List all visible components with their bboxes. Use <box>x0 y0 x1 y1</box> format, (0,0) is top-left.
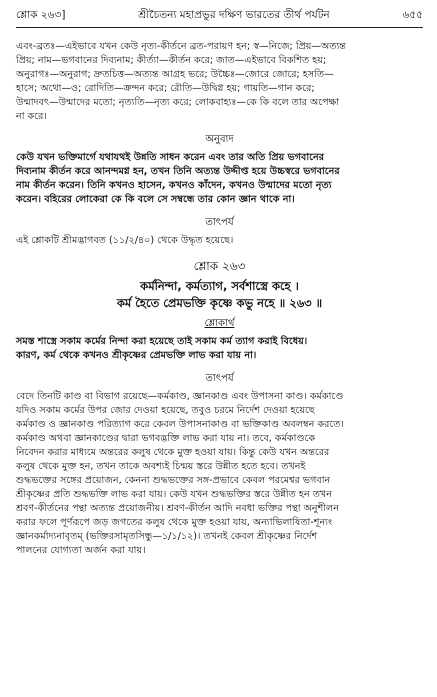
purport-line: এই শ্লোকটি শ্রীমদ্ভাগবত (১১/২/৪০) থেকে উদ্ধৃত হয়েছে। <box>16 235 234 246</box>
purport-line: নিবেদন করার মাধ্যমে অন্তরের কলুষ থেকে মুক্ত হওয়া যায়। কিন্তু কেউ যখন অন্তরের <box>16 447 330 458</box>
running-header <box>16 8 423 28</box>
page-number: ৬৫৫ <box>402 9 423 21</box>
translation-heading: অনুবাদ <box>205 134 234 145</box>
purport-line: যদিও সকাম কর্মের উপর জোর দেওয়া হয়েছে, তবুও চরমে নির্দেশ দেওয়া হয়েছে <box>16 405 315 416</box>
purport-line: কর্মকাণ্ড অথবা জ্ঞানকাণ্ডের দ্বারা ভগবদ্ভক্তি লাভ করা যায় না। তবে, কর্মকাণ্ডকে <box>16 433 316 444</box>
verse-meaning-line: সমস্ত শাস্ত্রে সকাম কর্মের নিন্দা করা হয়েছে তাই সকাম কর্ম ত্যাগ করাই বিধেয়। <box>16 336 308 347</box>
verse-meaning-line: কারণ, কর্ম থেকে কখনও শ্রীকৃষ্ণের প্রেমভক্তি লাভ করা যায় না। <box>16 350 257 361</box>
purport-heading: তাৎপর্য <box>205 373 234 384</box>
gloss-line: উন্মাদবৎ—উন্মাদের মতো; নৃত্যতি—নৃত্য করে; লোকবাহ্যঃ—কে কি বলে তার অপেক্ষা <box>16 97 340 108</box>
translation-line: কেউ যখন ভক্তিমার্গে যথাযথই উন্নতি সাধন করেন এবং তার অতি প্রিয় ভগবানের <box>16 152 325 163</box>
gloss-line: অনুরাগঃ—অনুরাগ; দ্রুতচিত্ত—অত্যন্ত আগ্রহ ভরে; উচ্চৈঃ—জোরে জোরে; হসতি— <box>16 69 334 80</box>
purport-line: জ্ঞানকর্মাদ্যনাবৃতম্ (ভক্তিরসামৃতসিন্ধু—১/১/১২)। তখনই কেবল শ্রীকৃষ্ণের নির্দেশ <box>16 531 318 542</box>
word-gloss <box>16 40 423 124</box>
purport-section-1 <box>16 215 423 248</box>
purport-section-2 <box>16 371 423 558</box>
gloss-line: না করে। <box>16 111 47 122</box>
purport-line: বেদে তিনটি কাণ্ড বা বিভাগ রয়েছে—কর্মকাণ্ড, জ্ঞানকাণ্ড এবং উপাসনা কাণ্ড। কর্মকাণ্ডে <box>16 391 344 402</box>
purport-line: শ্রবণ-কীর্তনের পন্থা অত্যন্ত প্রয়োজনীয়। শ্রবণ-কীর্তন আদি নবধা ভক্তির পন্থা অনুশীলন <box>16 503 339 514</box>
purport-heading: তাৎপর্য <box>205 217 234 228</box>
translation-line: দিব্যনাম কীর্তন করে আনন্দমগ্ন হন, তখন তিনি অত্যন্ত উদ্দীপ্ত হয়ে উচ্চস্বরে ভগবানের <box>16 166 340 177</box>
verse-section <box>16 258 423 312</box>
translation-line: নাম কীর্তন করেন। তিনি কখনও হাসেন, কখনও কাঁদেন, কখনও উন্মাদের মতো নৃত্য <box>16 180 332 191</box>
verse-meaning-section <box>16 316 423 363</box>
purport-line: পালনের যোগ্যতা অর্জন করা যায়। <box>16 545 146 556</box>
gloss-line: হাসে; অথো—ও; রোদিতি—ক্রন্দন করে; রৌতি—উদ্বিগ্ন হয়; গায়তি—গান করে; <box>16 83 315 94</box>
gloss-line: এবং-ব্রতঃ—এইভাবে যখন কেউ নৃত্য-কীর্তনে ব্রত-পরায়ণ হন; স্ব—নিজে; প্রিয়—অত্যন্ত <box>16 41 346 52</box>
translation-section <box>16 132 423 207</box>
header-verse-ref: শ্লোক ২৬৩] <box>16 9 66 21</box>
gloss-line: প্রিয়; নাম—ভগবানের দিব্যনাম; কীর্ত্যা—কীর্তন করে; জাত—এইভাবে বিকশিত হয়; <box>16 55 327 66</box>
purport-line: কর্মকাণ্ড ও জ্ঞানকাণ্ড পরিত্যাগ করে কেবল উপাসনাকাণ্ড বা ভক্তিকাণ্ড অবলম্বন করতে। <box>16 419 344 430</box>
header-title: শ্রীচৈতন্য মহাপ্রভুর দক্ষিণ ভারতের তীর্থ পর্যটন <box>138 9 330 21</box>
purport-line: শ্রীকৃষ্ণের প্রতি শুদ্ধভক্তি লাভ করা যায়। কেউ যখন শুদ্ধভক্তির স্তরে উন্নীত হন তখন <box>16 489 332 500</box>
verse-line: কর্মনিন্দা, কর্মত্যাগ, সর্বশাস্ত্রে কহে । <box>140 279 299 293</box>
verse-heading: শ্লোক ২৬৩ <box>193 259 246 273</box>
purport-line: কলুষ থেকে মুক্ত হন, তখন তাকে অবশ্যই চিন্ময় স্তরে উন্নীত হতে হবে। তখনই <box>16 461 306 472</box>
purport-line: শুদ্ধভক্তের সঙ্গের প্রয়োজন, কেননা শুদ্ধভক্তের সঙ্গ-প্রভাবে কেবল পরমেশ্বর ভগবান <box>16 475 331 486</box>
verse-meaning-heading: শ্লোকার্থ <box>204 318 235 329</box>
verse-line: কর্ম হৈতে প্রেমভক্তি কৃষ্ণে কভু নহে ॥ ২৬৩ ॥ <box>116 296 323 310</box>
purport-line: করার ফলে পূর্ণরূপে জড় জগতের কলুষ থেকে মুক্ত হওয়া যায়, অন্যাভিলাষিতা-শূন্যং <box>16 517 333 528</box>
translation-line: করেন। বহিরের লোকেরা কে কি বলে সে সম্বন্ধে তার কোন জ্ঞান থাকে না। <box>16 194 295 205</box>
